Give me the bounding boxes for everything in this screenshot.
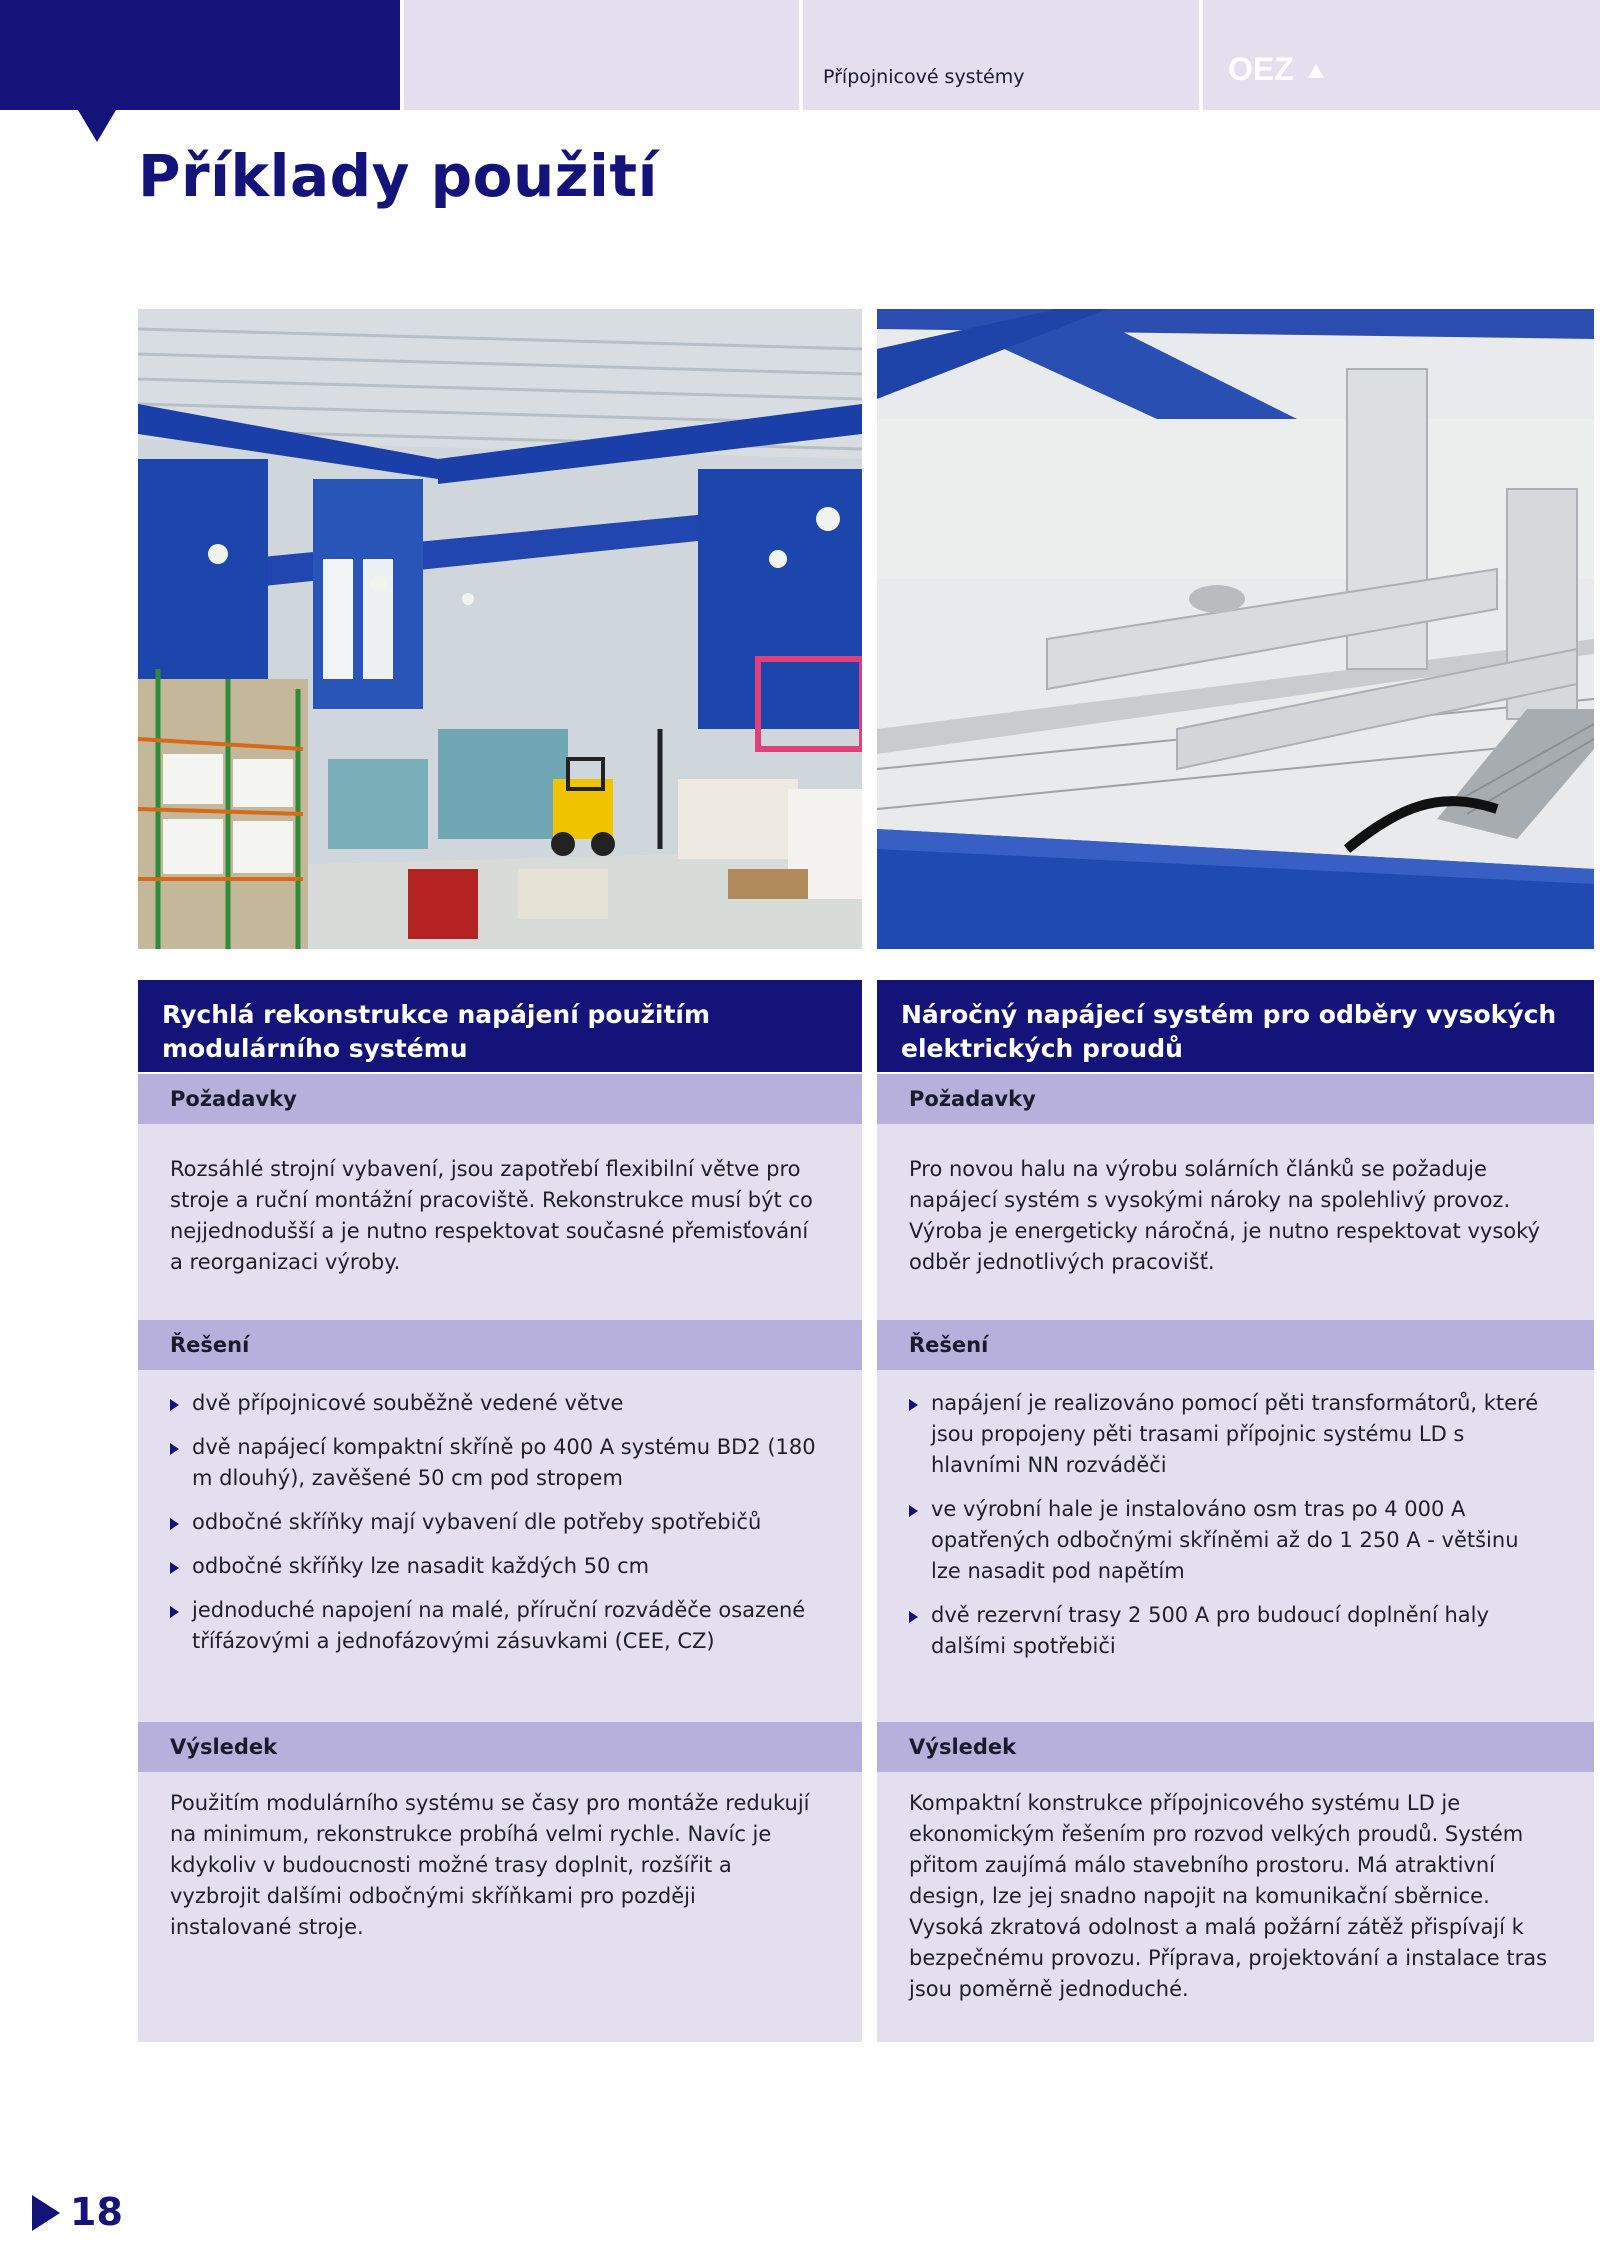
column-2-result-body — [877, 1772, 1594, 2042]
page-number: 18 — [70, 2190, 123, 2234]
column-2-requirements-text: Pro novou halu na výrobu solárních článků se požaduje napájecí systém s vysokými nároky na spolehlivý provoz. Výroba je energeticky náročná, je nutno respektovat vysoký odběr jednotlivých pracovišť. — [909, 1157, 1540, 1274]
column-2-solution-heading: Řešení — [877, 1320, 1594, 1370]
column-2-requirements-heading: Požadavky — [877, 1074, 1594, 1124]
header-band-2 — [803, 0, 1199, 110]
list-item: jednoduché napojení na malé, příruční rozváděče osazené třífázovými a jednofázovými zásuvkami (CEE, CZ) — [170, 1595, 822, 1657]
list-item: odbočné skříňky lze nasadit každých 50 cm — [170, 1551, 822, 1582]
column-1-requirements-text: Rozsáhlé strojní vybavení, jsou zapotřebí flexibilní větve pro stroje a ruční montážní pracoviště. Rekonstrukce musí být co nejjednodušší a je nutno respektovat současné přemisťování a reorganizaci výroby. — [170, 1157, 813, 1274]
column-1-solution-heading: Řešení — [138, 1320, 862, 1370]
column-2-requirements-body — [877, 1124, 1594, 1320]
warehouse-photo — [138, 309, 862, 949]
column-1-requirements-body — [138, 1124, 862, 1320]
column-2-solution-list — [909, 1388, 1554, 1662]
section-label: Přípojnicové systémy — [823, 66, 1025, 88]
list-item: ve výrobní hale je instalováno osm tras po 4 000 A opatřených odbočnými skříněmi až do 1 250 A - většinu lze nasadit pod napětím — [909, 1494, 1554, 1587]
list-item: dvě přípojnicové souběžně vedené větve — [170, 1388, 822, 1419]
list-item: dvě napájecí kompaktní skříně po 400 A systému BD2 (180 m dlouhý), zavěšené 50 cm pod stropem — [170, 1432, 822, 1494]
svg-text:OEZ: OEZ — [1228, 51, 1294, 87]
column-2-title: Náročný napájecí systém pro odběry vysokých elektrických proudů — [877, 980, 1594, 1072]
column-1-title: Rychlá rekonstrukce napájení použitím modulárního systému — [138, 980, 862, 1072]
page-title: Příklady použití — [138, 142, 659, 210]
list-item: napájení je realizováno pomocí pěti transformátorů, které jsou propojeny pěti trasami přípojnic systému LD s hlavními NN rozváděči — [909, 1388, 1554, 1481]
column-1-result-text: Použitím modulárního systému se časy pro montáže redukují na minimum, rekonstrukce probíhá velmi rychle. Navíc je kdykoliv v budoucnosti možné trasy doplnit, rozšířit a vyzbrojit dalšími odbočnými skříňkami pro později instalované stroje. — [170, 1791, 810, 1939]
list-item: odbočné skříňky mají vybavení dle potřeby spotřebičů — [170, 1507, 822, 1538]
header-blue-block — [0, 0, 400, 110]
column-2-result-text: Kompaktní konstrukce přípojnicového systému LD je ekonomickým řešením pro rozvod velkých proudů. Systém přitom zaujímá málo stavebního prostoru. Má atraktivní design, lze jej snadno napojit na komunikační sběrnice. Vysoká zkratová odolnost a malá požární zátěž přispívají k bezpečnému provozu. Příprava, projektování a instalace tras jsou poměrně jednoduché. — [909, 1791, 1548, 2001]
column-2-result-heading: Výsledek — [877, 1722, 1594, 1772]
header-band-1 — [404, 0, 799, 110]
column-1-solution-body — [138, 1370, 862, 1722]
list-item: dvě rezervní trasy 2 500 A pro budoucí doplnění haly dalšími spotřebiči — [909, 1600, 1554, 1662]
header-notch — [78, 110, 116, 142]
page-arrow-icon — [32, 2195, 60, 2231]
column-1-requirements-heading: Požadavky — [138, 1074, 862, 1124]
column-1-solution-list — [170, 1388, 822, 1657]
busbar-photo — [877, 309, 1594, 949]
column-1-result-heading: Výsledek — [138, 1722, 862, 1772]
oez-logo — [1228, 48, 1324, 90]
column-1-result-body — [138, 1772, 862, 2042]
column-2-solution-body — [877, 1370, 1594, 1722]
